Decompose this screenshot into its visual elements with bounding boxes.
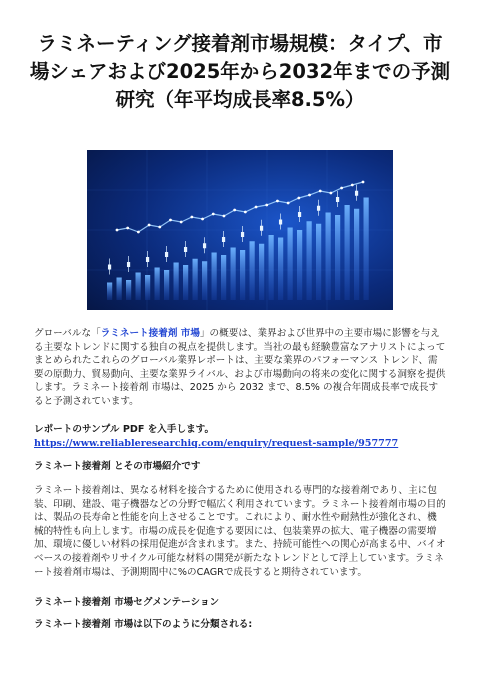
intro-text-after: 」の概要は、業界および世界中の主要市場に影響を与える主要なトレンドに関する独自の視点を提供します。当社の最も経験豊富なアナリストによってまとめられたこれらのグローバル業界レポートは、主要な業界のパフォーマンス トレンド、需要の原動力、貿易動向、主要な業界ライバル、および市場動向の将来の変化に関する洞察を提供します。ラミネート接着剤 市場は、2025 から 2032 まで、8.5% の複合年間成長率で成長すると予測されています。 xyxy=(34,328,446,407)
hero-bar xyxy=(316,224,321,300)
hero-trend-dot xyxy=(308,194,311,197)
hero-trend-dot xyxy=(265,204,268,207)
hero-bar xyxy=(335,215,340,300)
hero-bar xyxy=(297,230,302,300)
hero-candle-body xyxy=(279,220,282,225)
hero-bar xyxy=(174,263,179,301)
hero-candle-body xyxy=(317,206,320,211)
hero-candle-body xyxy=(146,257,149,262)
section-intro-paragraph: ラミネート接着剤は、異なる材料を接合するために使用される専門的な接着剤であり、主に包装、印刷、建設、電子機器などの分野で幅広く利用されています。ラミネート接着剤市場の目的は、製品の長寿命と性能を向上させることです。これにより、耐水性や耐熱性が強化され、機械的特性も向上します。市場の成長を促進する要因には、包装業界の拡大、電子機器の需要増加、環境に優しい材料の採用促進が含まれます。また、持続可能性への関心が高まる中、バイオベースの接着剤やリサイクル可能な材料の開発が新たなトレンドとして浮上しています。ラミネート接着剤市場は、予測期間中に%のCAGRで成長すると期待されています。 xyxy=(34,485,446,578)
hero-trend-dot xyxy=(201,218,204,221)
hero-bar xyxy=(231,248,236,301)
hero-bar xyxy=(145,275,150,300)
intro-paragraph xyxy=(34,327,446,409)
hero-bar xyxy=(354,209,359,300)
sample-request-link[interactable]: https://www.reliableresearchiq.com/enquiry/request-sample/957777 xyxy=(34,437,399,449)
hero-bar xyxy=(250,241,255,300)
market-link[interactable]: ラミネート接着剤 市場 xyxy=(100,328,200,339)
hero-trend-dot xyxy=(180,221,183,224)
sample-label: レポートのサンプル PDF を入手します。 xyxy=(34,424,215,435)
hero-trend-dot xyxy=(255,206,258,209)
hero-trend-dot xyxy=(297,197,300,200)
hero-bar xyxy=(326,213,331,301)
hero-candle-body xyxy=(203,243,206,248)
hero-bar xyxy=(193,259,198,300)
hero-bar xyxy=(126,280,131,300)
hero-candle-body xyxy=(336,197,339,202)
market-growth-chart-image xyxy=(87,150,393,310)
hero-candle-body xyxy=(260,226,263,231)
hero-bar xyxy=(136,273,141,301)
hero-trend-dot xyxy=(340,187,343,190)
hero-bar xyxy=(240,250,245,300)
hero-trend-dot xyxy=(158,226,161,229)
hero-trend-dot xyxy=(319,190,322,193)
intro-text-before: グローバルな「 xyxy=(34,328,101,339)
hero-bar xyxy=(107,283,112,301)
hero-trend-dot xyxy=(148,224,151,227)
hero-trend-dot xyxy=(244,211,247,214)
hero-candle-body xyxy=(108,265,111,270)
hero-bar xyxy=(164,270,169,300)
hero-image xyxy=(87,150,393,310)
hero-candle-body xyxy=(298,212,301,217)
hero-trend-dot xyxy=(351,184,354,187)
hero-bar xyxy=(269,235,274,300)
hero-trend-dot xyxy=(223,215,226,218)
hero-bar xyxy=(117,278,122,301)
hero-candle-body xyxy=(355,191,358,196)
hero-bar xyxy=(307,221,312,300)
hero-candle-body xyxy=(127,262,130,267)
hero-bar xyxy=(202,261,207,300)
hero-trend-dot xyxy=(116,229,119,232)
hero-bar xyxy=(288,228,293,301)
hero-candle-body xyxy=(165,252,168,257)
hero-candle-body xyxy=(222,237,225,242)
hero-trend-dot xyxy=(169,219,172,222)
hero-trend-dot xyxy=(276,200,279,203)
hero-trend-dot xyxy=(190,216,193,219)
page-title: ラミネーティング接着剤市場規模：タイプ、市場シェアおよび2025年から2032年までの予測研究（年平均成長率8.5%） xyxy=(29,32,451,111)
hero-bar xyxy=(278,238,283,301)
hero-trend-dot xyxy=(212,213,215,216)
hero-trend-dot xyxy=(126,227,129,230)
hero-bar xyxy=(155,268,160,301)
hero-trend-dot xyxy=(287,202,290,205)
hero-candle-body xyxy=(241,232,244,237)
hero-trend-dot xyxy=(137,231,140,234)
hero-bar xyxy=(345,205,350,300)
section-heading-intro: ラミネート接着剤 とその市場紹介です xyxy=(34,461,201,472)
section-heading-classification: ラミネート接着剤 市場は以下のように分類される: xyxy=(34,619,253,630)
hero-candle-body xyxy=(184,247,187,252)
hero-trend-dot xyxy=(233,209,236,212)
hero-trend-dot xyxy=(330,192,333,195)
hero-bar xyxy=(212,253,217,301)
hero-bar xyxy=(259,244,264,300)
hero-trend-dot xyxy=(362,181,365,184)
section-heading-segmentation: ラミネート接着剤 市場セグメンテーション xyxy=(34,597,220,608)
hero-bar xyxy=(221,255,226,300)
sample-request-line xyxy=(34,423,446,450)
hero-bar xyxy=(183,265,188,300)
hero-bar xyxy=(364,198,369,301)
